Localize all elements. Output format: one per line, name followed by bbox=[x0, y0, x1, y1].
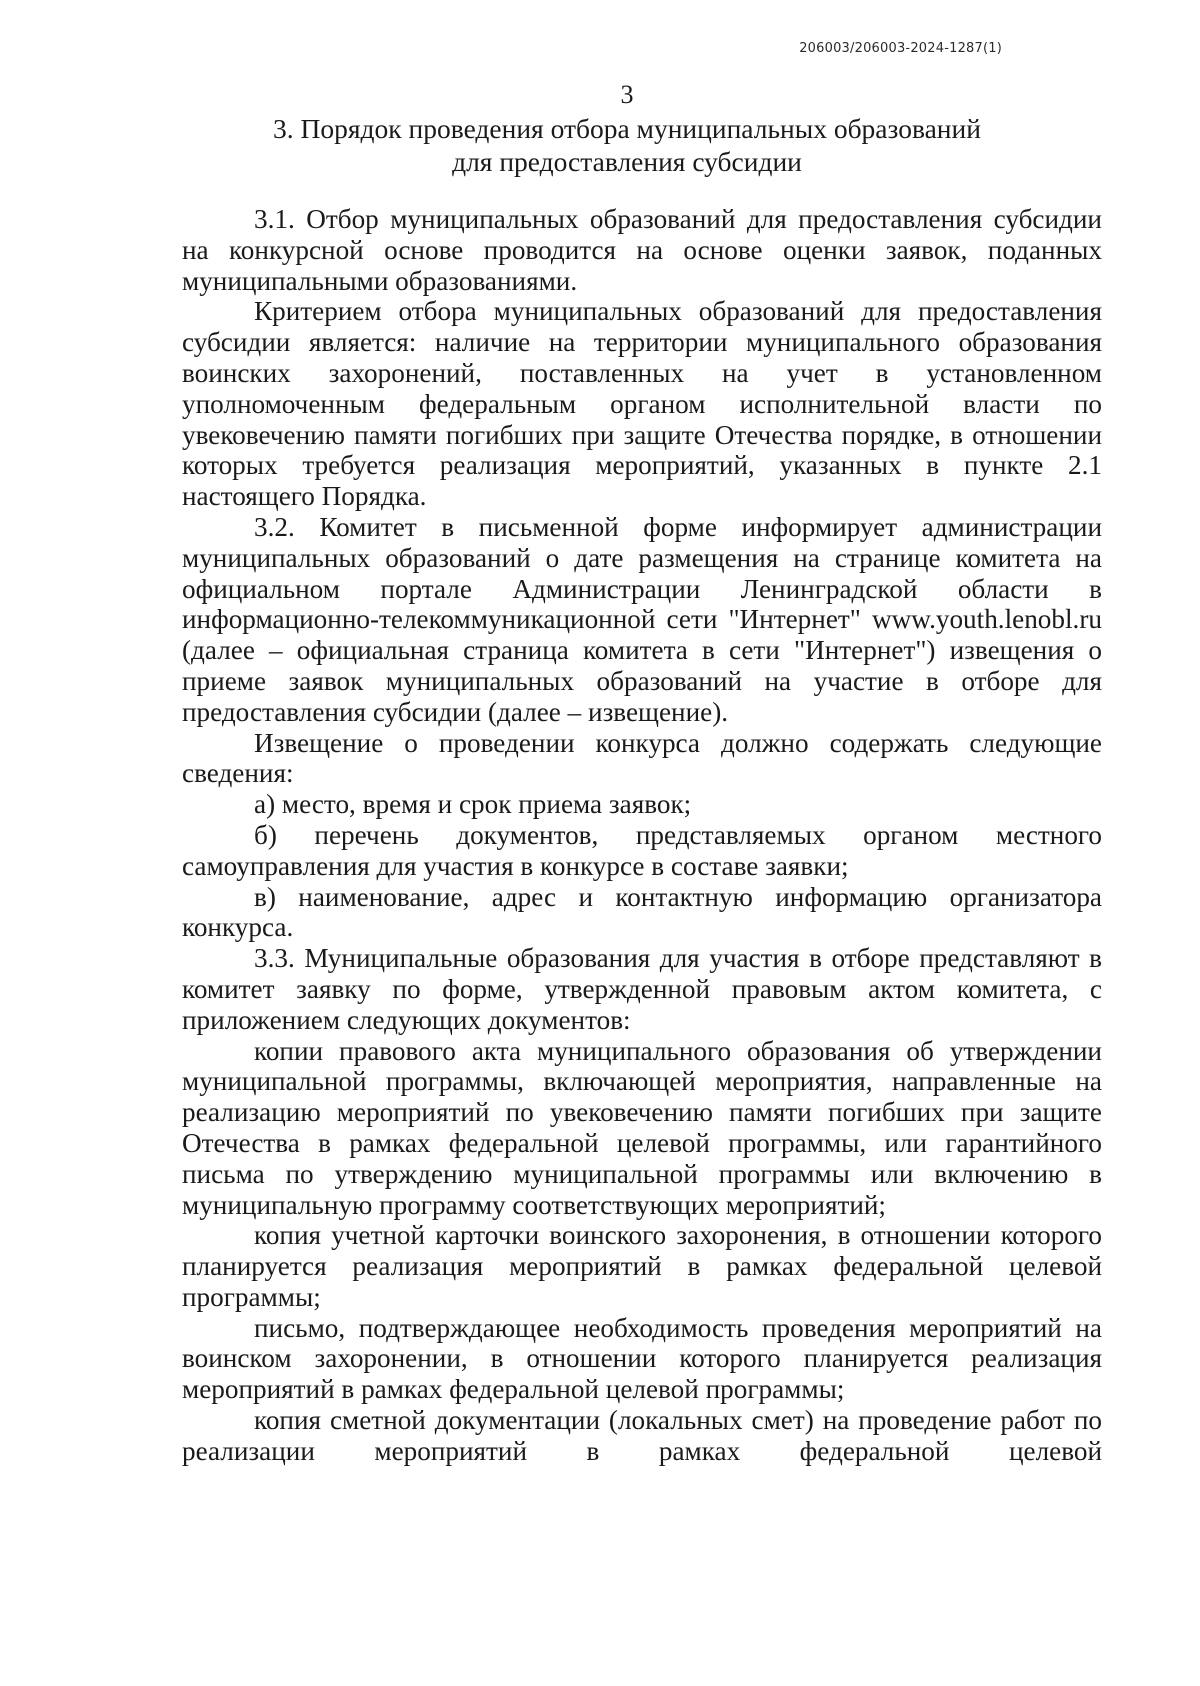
paragraph-selection-criterion: Критерием отбора муниципальных образований для предоставления субсидии является: наличие на территории муниципального образования воинских захоронений, поставленных на учет в установленном уполномоченным федеральным органом исполнительной власти по увековечению памяти погибших при защите Отечества порядке, в отношении которых требуется реализация мероприятий, указанных в пункте 2.1 настоящего Порядка. bbox=[182, 296, 1102, 512]
document-item-estimate: копия сметной документации (локальных смет) на проведение работ по реализации мероприятий в рамках федеральной целевой bbox=[182, 1405, 1102, 1466]
section-heading-line-2: для предоставления субсидии bbox=[452, 146, 802, 177]
document-item-legal-act: копии правового акта муниципального образования об утверждении муниципальной программы, включающей мероприятия, направленные на реализацию мероприятий по увековечению памяти погибших при защите Отечества в рамках федеральной целевой программы, или гарантийного письма по утверждению муниципальной программы или включению в муниципальную программу соответствующих мероприятий; bbox=[182, 1035, 1102, 1220]
list-item-a: а) место, время и срок приема заявок; bbox=[254, 789, 692, 820]
document-item-letter: письмо, подтверждающее необходимость проведения мероприятий на воинском захоронении, в отношении которого планируется реализация мероприятий в рамках федеральной целевой программы; bbox=[182, 1312, 1102, 1405]
paragraph-notice-contents: Извещение о проведении конкурса должно содержать следующие сведения: bbox=[182, 727, 1102, 789]
paragraph-3-1: 3.1. Отбор муниципальных образований для предоставления субсидии на конкурсной основе проводится на основе оценки заявок, поданных муниципальными образованиями. bbox=[182, 204, 1102, 296]
document-body bbox=[182, 204, 1102, 1467]
paragraph-3-2: 3.2. Комитет в письменной форме информирует администрации муниципальных образований о дате размещения на странице комитета на официальном портале Администрации Ленинградской области в информационно-телекоммуникационной сети "Интернет" www.youth.lenobl.ru (далее – официальная страница комитета в сети "Интернет") извещения о приеме заявок муниципальных образований на участие в отборе для предоставления субсидии (далее – извещение). bbox=[182, 511, 1102, 727]
list-item-v: в) наименование, адрес и контактную информацию организатора конкурса. bbox=[182, 881, 1102, 943]
page-number: 3 bbox=[620, 80, 634, 109]
section-heading-line-1: 3. Порядок проведения отбора муниципальных образований bbox=[273, 113, 981, 144]
paragraph-3-3: 3.3. Муниципальные образования для участия в отборе представляют в комитет заявку по форме, утвержденной правовым актом комитета, с приложением следующих документов: bbox=[182, 943, 1102, 1035]
list-item-b: б) перечень документов, представляемых органом местного самоуправления для участия в конкурсе в составе заявки; bbox=[182, 819, 1102, 881]
document-item-burial-card: копия учетной карточки воинского захоронения, в отношении которого планируется реализация мероприятий в рамках федеральной целевой программы; bbox=[182, 1220, 1102, 1312]
registration-number: 206003/206003-2024-1287(1) bbox=[799, 41, 1002, 56]
section-heading bbox=[0, 112, 1200, 178]
